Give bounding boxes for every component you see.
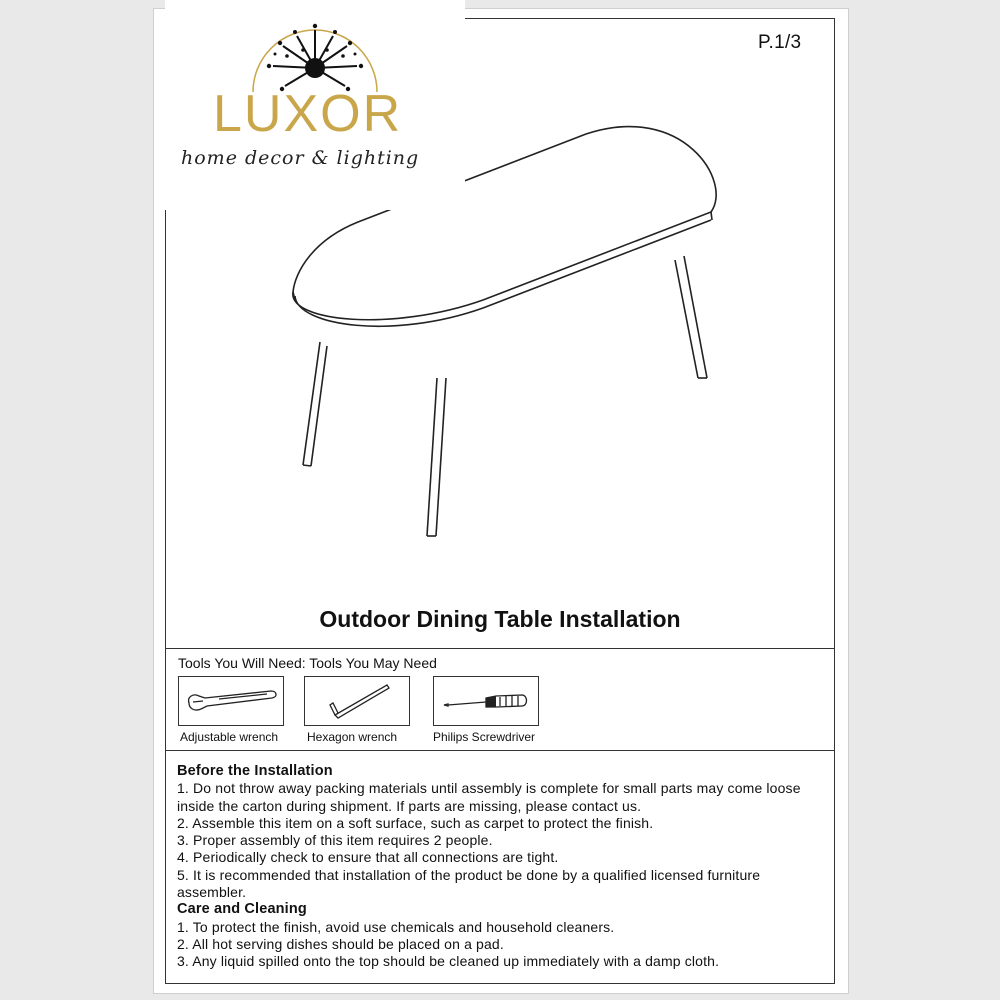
tools-heading: Tools You Will Need: Tools You May Need	[178, 655, 437, 671]
adjustable-wrench-icon	[179, 677, 283, 725]
tool-label: Adjustable wrench	[180, 730, 279, 744]
care-item: 2. All hot serving dishes should be placed on a pad.	[177, 935, 504, 952]
before-item: 2. Assemble this item on a soft surface, such as carpet to protect the finish.	[177, 814, 654, 831]
tool-adjustable-wrench	[178, 676, 284, 726]
logo-tagline: home decor & lighting	[181, 147, 420, 169]
instructions-text	[177, 763, 827, 971]
care-item: 1. To protect the finish, avoid use chemicals and household cleaners.	[177, 918, 615, 935]
page-number: P.1/3	[758, 32, 802, 53]
screwdriver-icon	[434, 677, 538, 725]
tools-section	[165, 648, 835, 751]
care-heading: Care and Cleaning	[177, 901, 307, 918]
before-item: 5. It is recommended that installation of the product be done by a qualified licensed furniture assembler.	[177, 866, 761, 901]
brand-logo	[165, 0, 465, 210]
page-title: Outdoor Dining Table Installation	[319, 606, 681, 632]
tool-label: Hexagon wrench	[307, 730, 398, 744]
tool-hexagon-wrench	[304, 676, 410, 726]
tool-philips-screwdriver	[433, 676, 539, 726]
care-item: 3. Any liquid spilled onto the top should be cleaned up immediately with a damp cloth.	[177, 953, 720, 970]
before-item: 4. Periodically check to ensure that all connections are tight.	[177, 849, 559, 866]
logo-wordmark: LUXOR	[213, 85, 403, 143]
hex-key-icon	[305, 677, 409, 725]
before-item: 3. Proper assembly of this item requires 2 people.	[177, 832, 493, 849]
logo-emblem	[165, 0, 465, 95]
before-heading: Before the Installation	[177, 763, 333, 779]
tool-label: Philips Screwdriver	[433, 730, 536, 744]
before-item: 1. Do not throw away packing materials until assembly is complete for small parts may come loose inside the carton during shipment. If parts are missing, please contact us.	[177, 780, 801, 814]
